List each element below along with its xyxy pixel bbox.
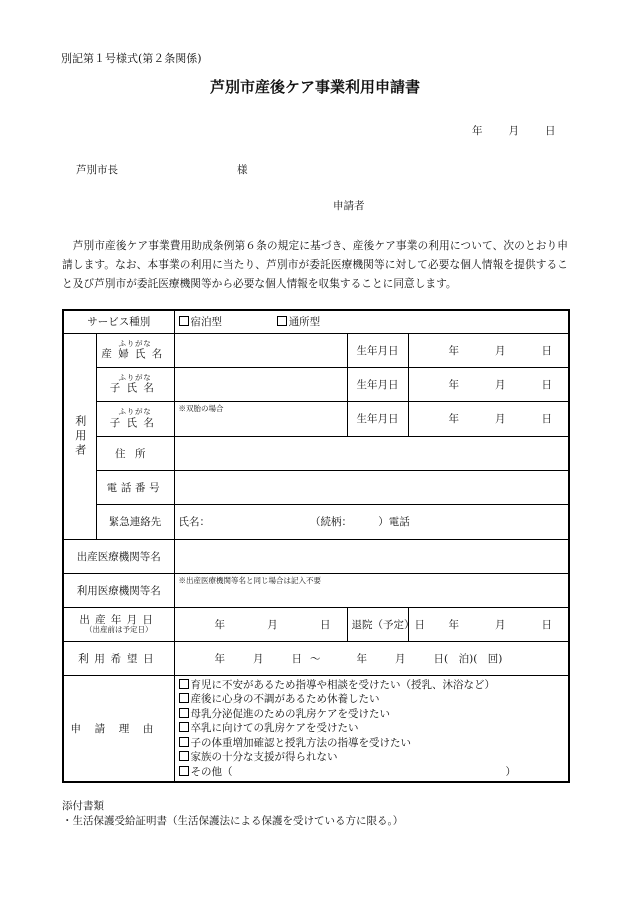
twins-note: ※双胎の場合: [178, 403, 224, 413]
service-day-checkbox[interactable]: [277, 316, 321, 328]
phone-row: [63, 470, 569, 504]
reason-text: 卒乳に向けての乳房ケアを受けたい: [190, 722, 359, 734]
birth-facility-label: 出産医療機関等名: [63, 539, 174, 573]
child2-birthdate-label: 生年月日: [347, 401, 408, 436]
year-label: 年: [448, 378, 459, 391]
delivery-date-subtext: （出産前は予定日）: [85, 624, 153, 634]
year-label: 年: [448, 618, 459, 631]
form-number-label: 別記第１号様式(第２条関係): [61, 52, 202, 65]
application-date: [472, 123, 556, 138]
furigana-label: ふりがな: [118, 407, 152, 417]
year-label: 年: [356, 652, 367, 665]
day-label: 日: [320, 618, 331, 631]
checkbox-icon: [179, 316, 189, 326]
checkbox-icon: [277, 316, 287, 326]
reason-list: [174, 675, 569, 782]
reason-text: 育児に不安があるため指導や相談を受けたい（授乳、沐浴など）: [190, 678, 495, 691]
address-row: [63, 436, 569, 470]
month-label: 月: [495, 344, 506, 357]
mother-name-field[interactable]: [174, 333, 347, 367]
emergency-row: [63, 504, 569, 539]
nights-label: ( 泊): [444, 652, 474, 665]
day-label: 日: [291, 652, 302, 665]
use-facility-note: ※出産医療機関等名と同じ場合は記入不要: [178, 575, 321, 585]
reason-option[interactable]: [179, 707, 565, 722]
emergency-relation-label: （続柄： ）電話: [310, 516, 410, 528]
mother-birthdate-field[interactable]: [408, 333, 569, 367]
service-stay-checkbox[interactable]: [179, 316, 223, 328]
mother-row: [63, 333, 569, 367]
birth-facility-field[interactable]: [174, 539, 569, 573]
use-facility-field[interactable]: [174, 573, 569, 607]
addressee: 芦別市長: [76, 164, 118, 176]
desired-period-row: [63, 641, 569, 675]
child2-birthdate-field[interactable]: [408, 401, 569, 436]
reason-option[interactable]: [179, 721, 565, 736]
child-name-label: [96, 367, 174, 401]
day-label: 日: [541, 344, 552, 357]
applicant-label: 申請者: [333, 200, 365, 212]
service-stay-label: 宿泊型: [190, 316, 222, 329]
month-label: 月: [267, 618, 278, 631]
reason-text: 母乳分泌促進のための乳房ケアを受けたい: [190, 707, 390, 720]
year-label: 年: [448, 344, 459, 357]
day-label: 日: [541, 413, 552, 425]
tilde-label: 〜: [310, 652, 321, 665]
user-group-text: 利用者: [73, 414, 87, 458]
date-day: 日: [545, 125, 556, 137]
reason-row: [63, 675, 569, 782]
day-label: 日: [433, 652, 444, 665]
month-label: 月: [495, 413, 506, 425]
service-type-row: [63, 310, 569, 333]
reason-option[interactable]: [179, 765, 565, 780]
attachments-title: 添付書類: [62, 800, 104, 812]
month-label: 月: [253, 652, 264, 665]
checkbox-icon: [179, 766, 189, 776]
phone-field[interactable]: [174, 470, 569, 504]
child2-row: [63, 401, 569, 436]
month-label: 月: [395, 652, 406, 665]
reason-option[interactable]: [179, 692, 565, 707]
service-type-label: サービス種別: [63, 310, 174, 333]
user-group-label: [63, 333, 96, 539]
date-month: 月: [508, 125, 519, 137]
month-label: 月: [495, 378, 506, 391]
child-row: [63, 367, 569, 401]
child-name-text: 子氏名: [109, 382, 161, 395]
delivery-date-text: 出産年月日: [79, 613, 159, 626]
attachment-item: ・生活保護受給証明書（生活保護法による保護を受けている方に限る。）: [62, 815, 404, 827]
checkbox-icon: [179, 722, 189, 732]
child2-name-field[interactable]: [174, 401, 347, 436]
mother-name-label: [96, 333, 174, 367]
reason-text: その他（ ）: [190, 765, 516, 778]
date-year: 年: [472, 125, 483, 137]
service-day-label: 通所型: [288, 316, 321, 329]
phone-label: 電話番号: [96, 470, 174, 504]
furigana-label: ふりがな: [118, 372, 152, 382]
reason-text: 産後に心身の不調があるため休養したい: [190, 693, 380, 705]
child-birthdate-field[interactable]: [408, 367, 569, 401]
day-label: 日: [541, 378, 552, 391]
reason-label: 申請理由: [63, 675, 174, 782]
reason-text: 子の体重増加確認と授乳方法の指導を受けたい: [190, 736, 411, 749]
delivery-date-row: [63, 607, 569, 641]
emergency-name-label: 氏名：: [178, 516, 210, 528]
consent-paragraph: 芦別市産後ケア事業費用助成条例第６条の規定に基づき、産後ケア事業の利用について、次のとおり申請します。なお、本事業の利用に当たり、芦別市が委託医療機関等に対して必要な個人情報を提供すること及び芦別市が委託医療機関等から必要な個人情報を収集することに同意します。: [62, 239, 568, 290]
delivery-date-field[interactable]: [174, 607, 347, 641]
reason-text: 家族の十分な支援が得られない: [190, 751, 338, 763]
checkbox-icon: [179, 679, 189, 689]
application-form-table: [62, 309, 570, 783]
child2-name-text: 子氏名: [109, 416, 161, 429]
reason-option[interactable]: [179, 750, 565, 765]
birth-facility-row: [63, 539, 569, 573]
furigana-label: ふりがな: [118, 338, 152, 348]
document-title: 芦別市産後ケア事業利用申請書: [209, 78, 420, 96]
child-name-field[interactable]: [174, 367, 347, 401]
addressee-honorific: 様: [237, 164, 248, 176]
mother-birthdate-label: 生年月日: [347, 333, 408, 367]
use-facility-label: 利用医療機関等名: [63, 573, 174, 607]
service-type-options: [174, 310, 569, 333]
month-label: 月: [495, 618, 506, 631]
day-label: 日: [541, 618, 552, 631]
address-field[interactable]: [174, 436, 569, 470]
child2-name-label: [96, 401, 174, 436]
year-label: 年: [448, 413, 459, 425]
discharge-date-field[interactable]: [408, 607, 569, 641]
mother-name-text: 産婦氏名: [101, 348, 169, 361]
year-label: 年: [214, 652, 225, 665]
year-label: 年: [214, 618, 225, 631]
emergency-label: 緊急連絡先: [96, 504, 174, 539]
checkbox-icon: [179, 751, 189, 761]
desired-period-field[interactable]: [174, 641, 569, 675]
checkbox-icon: [179, 737, 189, 747]
checkbox-icon: [179, 708, 189, 718]
reason-option[interactable]: [179, 678, 565, 693]
emergency-field[interactable]: [174, 504, 569, 539]
reason-option[interactable]: [179, 736, 565, 751]
discharge-label: 退院（予定）日: [347, 607, 408, 641]
desired-period-label: 利用希望日: [63, 641, 174, 675]
delivery-date-label: [63, 607, 174, 641]
times-label: ( 回): [473, 652, 503, 665]
address-label: 住所: [96, 436, 174, 470]
child-birthdate-label: 生年月日: [347, 367, 408, 401]
checkbox-icon: [179, 693, 189, 703]
use-facility-row: [63, 573, 569, 607]
